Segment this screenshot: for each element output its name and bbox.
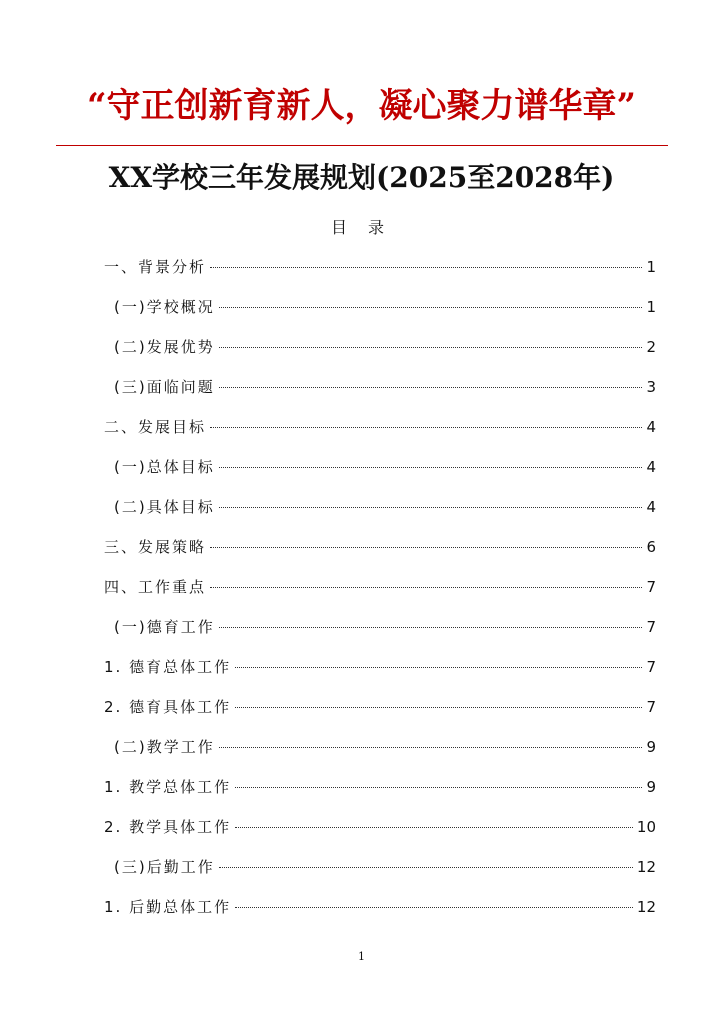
- toc-heading: 目 录: [330, 218, 393, 237]
- toc-entry[interactable]: [104, 810, 656, 850]
- toc-dot-leader: [219, 627, 642, 628]
- table-of-contents: [104, 250, 656, 930]
- toc-entry-label: (一)总体目标: [114, 458, 215, 476]
- toc-entry-label: 2. 教学具体工作: [104, 818, 232, 836]
- toc-dot-leader: [219, 507, 642, 508]
- toc-entry-label: 1. 后勤总体工作: [104, 898, 232, 916]
- toc-dot-leader: [219, 387, 642, 388]
- toc-entry-page: 4: [646, 498, 656, 516]
- toc-entry-page: 6: [646, 538, 656, 556]
- toc-dot-leader: [210, 547, 642, 548]
- toc-entry[interactable]: [104, 530, 656, 570]
- toc-entry-label: 四、工作重点: [104, 578, 207, 596]
- toc-dot-leader: [219, 307, 642, 308]
- toc-entry-label: (三)后勤工作: [114, 858, 215, 876]
- toc-entry[interactable]: [104, 330, 656, 370]
- red-divider-line: [56, 145, 668, 146]
- toc-entry-page: 3: [646, 378, 656, 396]
- toc-dot-leader: [210, 587, 642, 588]
- toc-entry[interactable]: [104, 690, 656, 730]
- toc-entry-page: 1: [646, 298, 656, 316]
- toc-dot-leader: [219, 867, 633, 868]
- toc-entry-label: 三、发展策略: [104, 538, 207, 556]
- toc-entry-page: 9: [646, 738, 656, 756]
- toc-entry-page: 9: [646, 778, 656, 796]
- toc-entry-page: 2: [646, 338, 656, 356]
- toc-entry-page: 1: [646, 258, 656, 276]
- toc-entry-page: 12: [636, 858, 656, 876]
- toc-dot-leader: [235, 787, 642, 788]
- toc-entry-page: 12: [636, 898, 656, 916]
- toc-entry-page: 7: [646, 618, 656, 636]
- toc-dot-leader: [210, 427, 642, 428]
- toc-entry-label: (一)学校概况: [114, 298, 215, 316]
- toc-entry-label: (二)发展优势: [114, 338, 215, 356]
- toc-entry[interactable]: [104, 610, 656, 650]
- toc-dot-leader: [219, 467, 642, 468]
- toc-entry-label: (二)教学工作: [114, 738, 215, 756]
- toc-entry-page: 7: [646, 698, 656, 716]
- toc-entry-page: 7: [646, 658, 656, 676]
- toc-entry[interactable]: [104, 450, 656, 490]
- toc-entry[interactable]: [104, 570, 656, 610]
- toc-entry-label: (一)德育工作: [114, 618, 215, 636]
- page-number: 1: [358, 950, 365, 963]
- toc-entry[interactable]: [104, 410, 656, 450]
- toc-entry[interactable]: [104, 370, 656, 410]
- toc-dot-leader: [210, 267, 642, 268]
- toc-entry-label: (三)面临问题: [114, 378, 215, 396]
- slogan-banner: “守正创新育新人，凝心聚力谱华章”: [86, 86, 637, 126]
- toc-entry[interactable]: [104, 490, 656, 530]
- toc-entry[interactable]: [104, 770, 656, 810]
- toc-entry-page: 7: [646, 578, 656, 596]
- toc-dot-leader: [235, 667, 642, 668]
- toc-dot-leader: [235, 707, 642, 708]
- toc-dot-leader: [219, 347, 642, 348]
- toc-entry-label: 二、发展目标: [104, 418, 207, 436]
- toc-entry-page: 4: [646, 418, 656, 436]
- toc-entry[interactable]: [104, 850, 656, 890]
- toc-entry-label: (二)具体目标: [114, 498, 215, 516]
- toc-entry-page: 10: [636, 818, 656, 836]
- toc-entry-page: 4: [646, 458, 656, 476]
- toc-entry[interactable]: [104, 730, 656, 770]
- toc-entry[interactable]: [104, 650, 656, 690]
- toc-entry[interactable]: [104, 290, 656, 330]
- document-title: XX学校三年发展规划(2025至2028年): [108, 161, 615, 194]
- toc-entry-label: 2. 德育具体工作: [104, 698, 232, 716]
- toc-entry-label: 一、背景分析: [104, 258, 207, 276]
- toc-dot-leader: [219, 747, 642, 748]
- toc-entry-label: 1. 教学总体工作: [104, 778, 232, 796]
- toc-entry-label: 1. 德育总体工作: [104, 658, 232, 676]
- toc-dot-leader: [235, 827, 633, 828]
- toc-dot-leader: [235, 907, 633, 908]
- toc-entry[interactable]: [104, 890, 656, 930]
- toc-entry[interactable]: [104, 250, 656, 290]
